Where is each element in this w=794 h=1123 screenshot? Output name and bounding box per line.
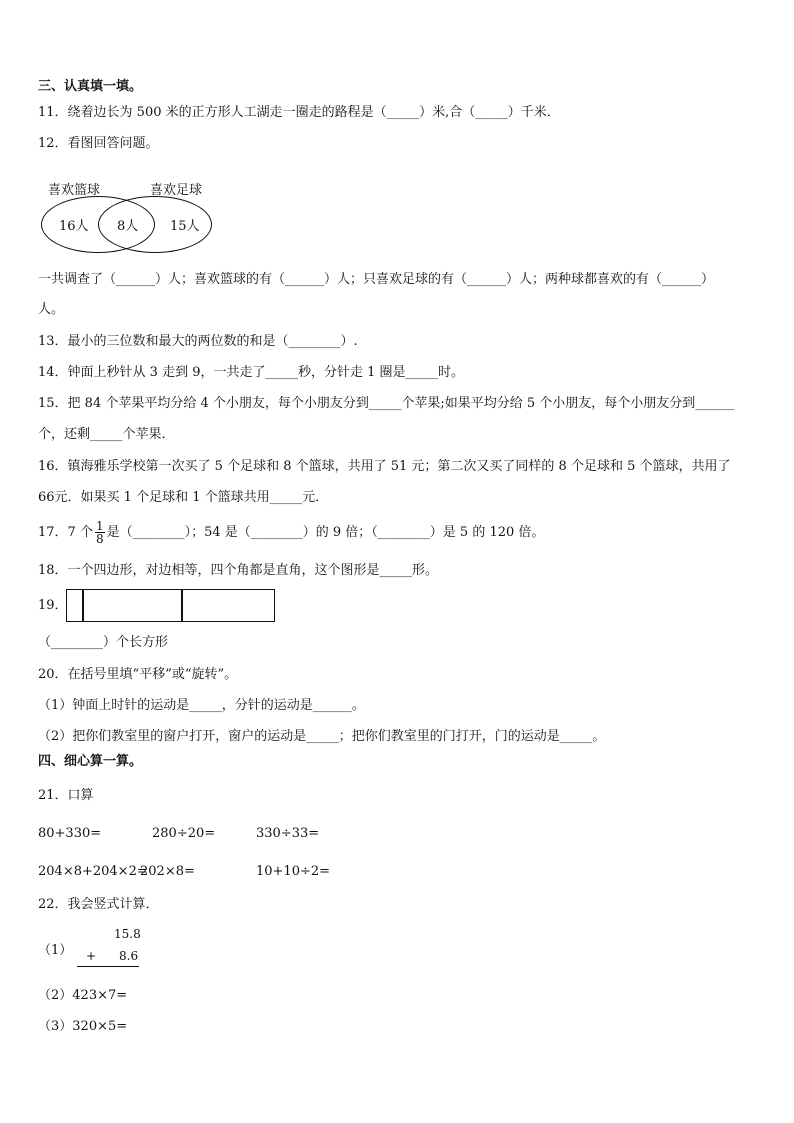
question-17-prefix: 17．7 个 <box>38 525 93 540</box>
question-17 <box>38 518 544 548</box>
question-16-line-1: 16．镇海雅乐学校第一次买了 5 个足球和 8 个篮球，共用了 51 元；第二次又买了同样的 8 个足球和 5 个篮球，共用了 <box>38 459 731 474</box>
vertical-calc-1-top: 15.8 <box>114 927 141 941</box>
oral-calc-item: 204×8+204×2= <box>38 864 148 879</box>
venn-label-football: 喜欢足球 <box>150 183 203 198</box>
question-19-answer: （________）个长方形 <box>38 635 169 650</box>
question-17-suffix: 是（________）；54 是（________）的 9 倍；（________）是 5 的 120 倍。 <box>106 525 545 540</box>
question-15-line-2: 个，还剩_____个苹果． <box>38 427 175 442</box>
question-20-part-2: （2）把你们教室里的窗户打开，窗户的运动是_____；把你们教室里的门打开，门的运动是_____。 <box>38 729 606 744</box>
question-19-number: 19． <box>38 598 68 613</box>
venn-count-both: 8人 <box>117 219 139 234</box>
question-16-line-2: 66元．如果买 1 个足球和 1 个篮球共用_____元． <box>38 490 329 505</box>
fraction-denominator: 8 <box>95 532 104 546</box>
question-22-stem: 22．我会竖式计算． <box>38 897 159 912</box>
oral-calc-item: 10+10÷2= <box>256 864 331 879</box>
vertical-calc-1-bottom: 8.6 <box>119 949 139 963</box>
rectangle-figure <box>66 589 275 622</box>
oral-calc-item: 280÷20= <box>152 826 216 841</box>
venn-count-football-only: 15人 <box>170 219 200 234</box>
question-12-line-2: 人。 <box>38 302 65 317</box>
rectangle-divider-2 <box>181 590 183 621</box>
question-13: 13．最小的三位数和最大的两位数的和是（________）. <box>38 334 358 349</box>
oral-calc-item: 202×8= <box>140 864 195 879</box>
question-18: 18．一个四边形，对边相等，四个角都是直角，这个图形是_____形。 <box>38 563 439 578</box>
question-12-stem: 12．看图回答问题。 <box>38 136 159 151</box>
question-11: 11．绕着边长为 500 米的正方形人工湖走一圈走的路程是（_____）米,合（_____）千米． <box>38 105 560 120</box>
vertical-calc-1-operator: + <box>86 949 97 963</box>
vertical-calc-1-line <box>77 966 139 967</box>
question-20-part-1: （1）钟面上时针的运动是_____，分针的运动是______。 <box>38 698 365 713</box>
question-20-stem: 20．在括号里填“平移”或“旋转”。 <box>38 667 238 682</box>
question-15-line-1: 15．把 84 个苹果平均分给 4 个小朋友，每个小朋友分到_____个苹果;如果平均分给 5 个小朋友，每个小朋友分到______ <box>38 396 735 411</box>
oral-calc-item: 80+330= <box>38 826 102 841</box>
oral-calc-item: 330÷33= <box>256 826 320 841</box>
section-3-title: 三、认真填一填。 <box>38 79 143 94</box>
fraction-numerator: 1 <box>95 519 104 533</box>
question-12-line-1: 一共调查了（______）人；喜欢篮球的有（______）人；只喜欢足球的有（______）人；两种球都喜欢的有（______） <box>38 272 715 287</box>
vertical-calc-1-label: （1） <box>38 943 73 958</box>
question-22-part-3: （3）320×5= <box>38 1019 128 1034</box>
venn-label-basketball: 喜欢篮球 <box>48 183 101 198</box>
venn-count-basketball-only: 16人 <box>59 219 89 234</box>
question-22-part-2: （2）423×7= <box>38 988 128 1003</box>
question-14: 14．钟面上秒针从 3 走到 9，一共走了_____秒，分针走 1 圈是_____时。 <box>38 365 465 380</box>
section-4-title: 四、细心算一算。 <box>38 754 143 769</box>
rectangle-divider-1 <box>82 590 84 621</box>
fraction-one-eighth <box>95 520 105 545</box>
question-21-stem: 21．口算 <box>38 788 94 803</box>
